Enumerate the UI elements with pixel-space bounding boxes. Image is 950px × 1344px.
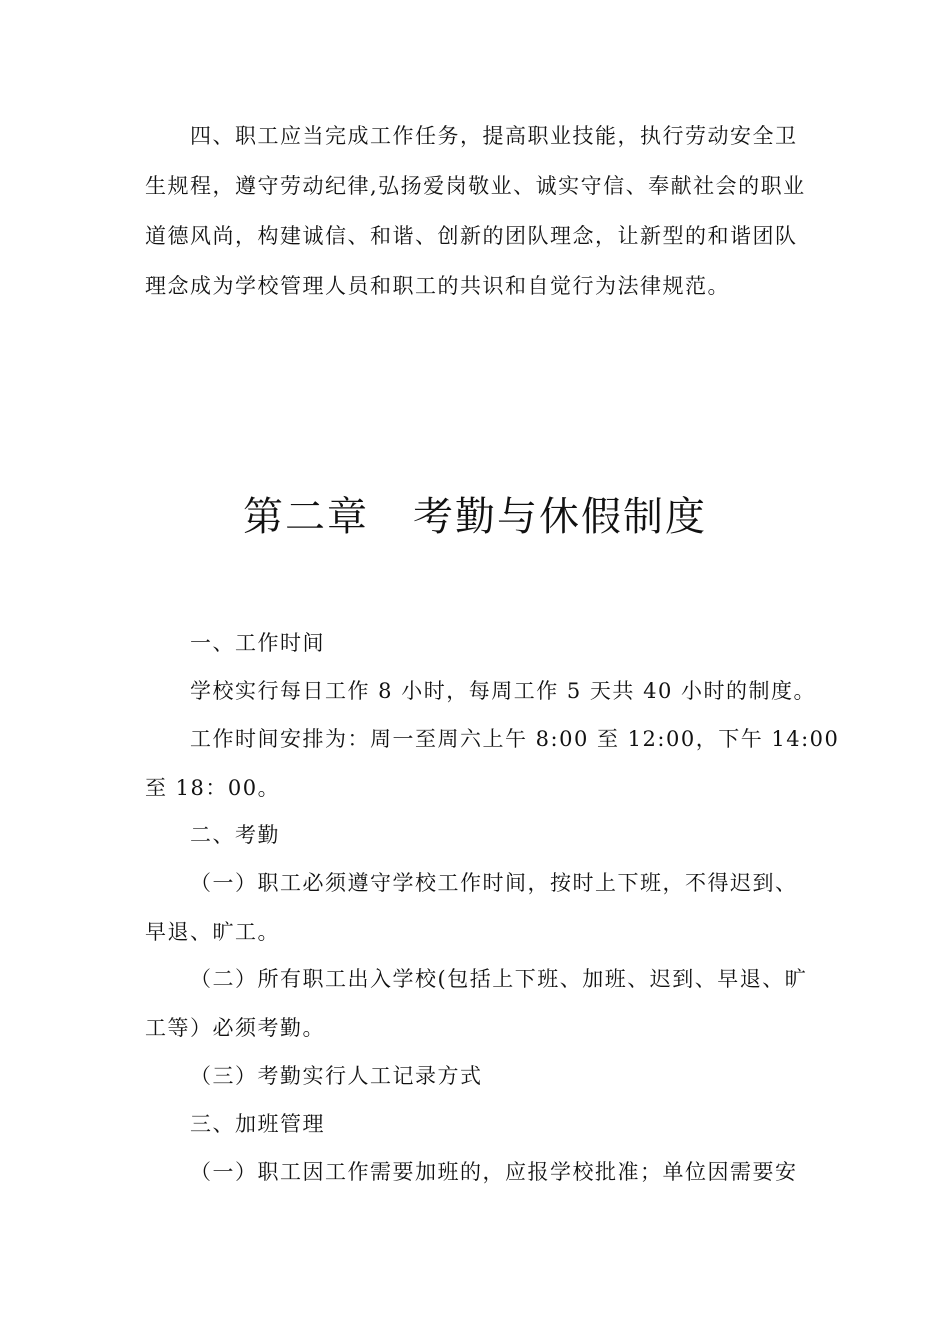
attendance-item-1-line-1: （一）职工必须遵守学校工作时间，按时上下班，不得迟到、 xyxy=(190,871,798,895)
chapter-title xyxy=(0,493,950,541)
attendance-item-1-line-2: 早退、旷工。 xyxy=(145,920,280,944)
overtime-heading: 三、加班管理 xyxy=(190,1112,325,1136)
attendance-item-2-line-1: （二）所有职工出入学校(包括上下班、加班、迟到、早退、旷 xyxy=(190,967,808,991)
work-time-heading: 一、工作时间 xyxy=(190,631,325,655)
work-time-line-3: 至 18：00。 xyxy=(145,776,281,800)
chapter-name: 考勤与休假制度 xyxy=(413,494,707,540)
attendance-item-2-line-2: 工等）必须考勤。 xyxy=(145,1016,325,1040)
section-four-line-1: 四、职工应当完成工作任务，提高职业技能，执行劳动安全卫 xyxy=(190,124,798,148)
overtime-item-1: （一）职工因工作需要加班的，应报学校批准；单位因需要安 xyxy=(190,1160,798,1184)
work-time-line-1: 学校实行每日工作 8 小时，每周工作 5 天共 40 小时的制度。 xyxy=(190,679,816,703)
attendance-heading: 二、考勤 xyxy=(190,823,280,847)
section-four-line-2: 生规程，遵守劳动纪律,弘扬爱岗敬业、诚实守信、奉献社会的职业 xyxy=(145,174,806,198)
work-time-line-2: 工作时间安排为：周一至周六上午 8:00 至 12:00，下午 14:00 xyxy=(190,727,840,751)
section-four-line-3: 道德风尚，构建诚信、和谐、创新的团队理念，让新型的和谐团队 xyxy=(145,224,798,248)
chapter-number: 第二章 xyxy=(243,494,369,540)
attendance-item-3: （三）考勤实行人工记录方式 xyxy=(190,1064,483,1088)
section-four-line-4: 理念成为学校管理人员和职工的共识和自觉行为法律规范。 xyxy=(145,274,730,298)
